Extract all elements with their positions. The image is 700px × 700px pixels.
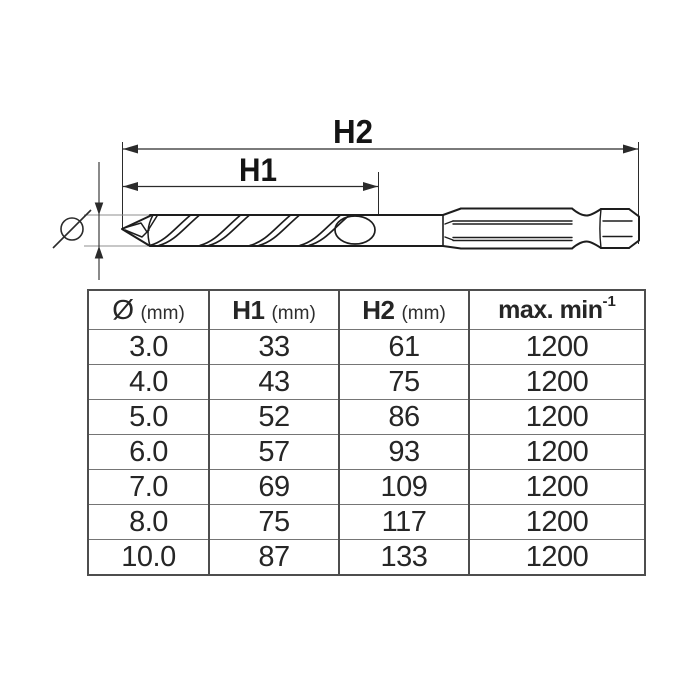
table-row [88,330,645,365]
table-row [88,400,645,435]
table-row [88,505,645,540]
h2-header-symbol: H2 [362,294,395,325]
table-row [88,470,645,505]
cell-diameter: 6.0 [88,435,209,470]
arrow-down-icon [95,203,104,216]
drill-bit-drawing [122,209,639,249]
cell-h1: 75 [209,505,339,540]
cell-diameter: 3.0 [88,330,209,365]
table-row [88,540,645,576]
cell-max-rpm: 1200 [469,470,645,505]
cell-diameter: 7.0 [88,470,209,505]
h1-dimension-label: H1 [239,152,277,188]
cell-diameter: 8.0 [88,505,209,540]
cell-h1: 57 [209,435,339,470]
arrow-right-icon [623,145,638,154]
h2-dimension-label: H2 [333,113,373,150]
cell-h2: 117 [339,505,469,540]
cell-max-rpm: 1200 [469,330,645,365]
cell-max-rpm: 1200 [469,540,645,576]
flute-runout [335,216,375,244]
cell-h1: 87 [209,540,339,576]
cell-h2: 109 [339,470,469,505]
cell-h2: 61 [339,330,469,365]
max-rpm-header-label: max. min [498,295,603,324]
cell-diameter: 5.0 [88,400,209,435]
hex-shank [443,209,639,249]
header-h2 [339,290,469,330]
arrow-left-icon [123,145,138,154]
drill-bit-diagram [0,0,700,290]
cell-max-rpm: 1200 [469,365,645,400]
cell-h1: 33 [209,330,339,365]
cell-max-rpm: 1200 [469,435,645,470]
cell-h2: 93 [339,435,469,470]
cell-h1: 52 [209,400,339,435]
table-row [88,435,645,470]
h1-header-unit: (mm) [271,302,316,324]
cell-diameter: 4.0 [88,365,209,400]
flutes [150,216,375,246]
spec-table [87,289,646,576]
cell-h2: 75 [339,365,469,400]
header-max-rpm [469,290,645,330]
cell-max-rpm: 1200 [469,505,645,540]
arrow-right-icon [363,182,378,191]
cell-max-rpm: 1200 [469,400,645,435]
arrow-left-icon [123,182,138,191]
h2-header-unit: (mm) [401,302,446,324]
arrow-up-icon [95,246,104,259]
cell-h1: 69 [209,470,339,505]
cell-h1: 43 [209,365,339,400]
cell-h2: 133 [339,540,469,576]
cell-h2: 86 [339,400,469,435]
h1-header-symbol: H1 [232,294,265,325]
max-rpm-header-sup: -1 [602,293,616,311]
diameter-header-unit: (mm) [140,303,185,324]
header-h1 [209,290,339,330]
header-diameter [88,290,209,330]
h2-dimension [123,142,639,244]
diameter-symbol [53,210,91,248]
table-header-row [88,290,645,330]
table-row [88,365,645,400]
diameter-header-symbol: Ø [112,294,134,325]
cell-diameter: 10.0 [88,540,209,576]
